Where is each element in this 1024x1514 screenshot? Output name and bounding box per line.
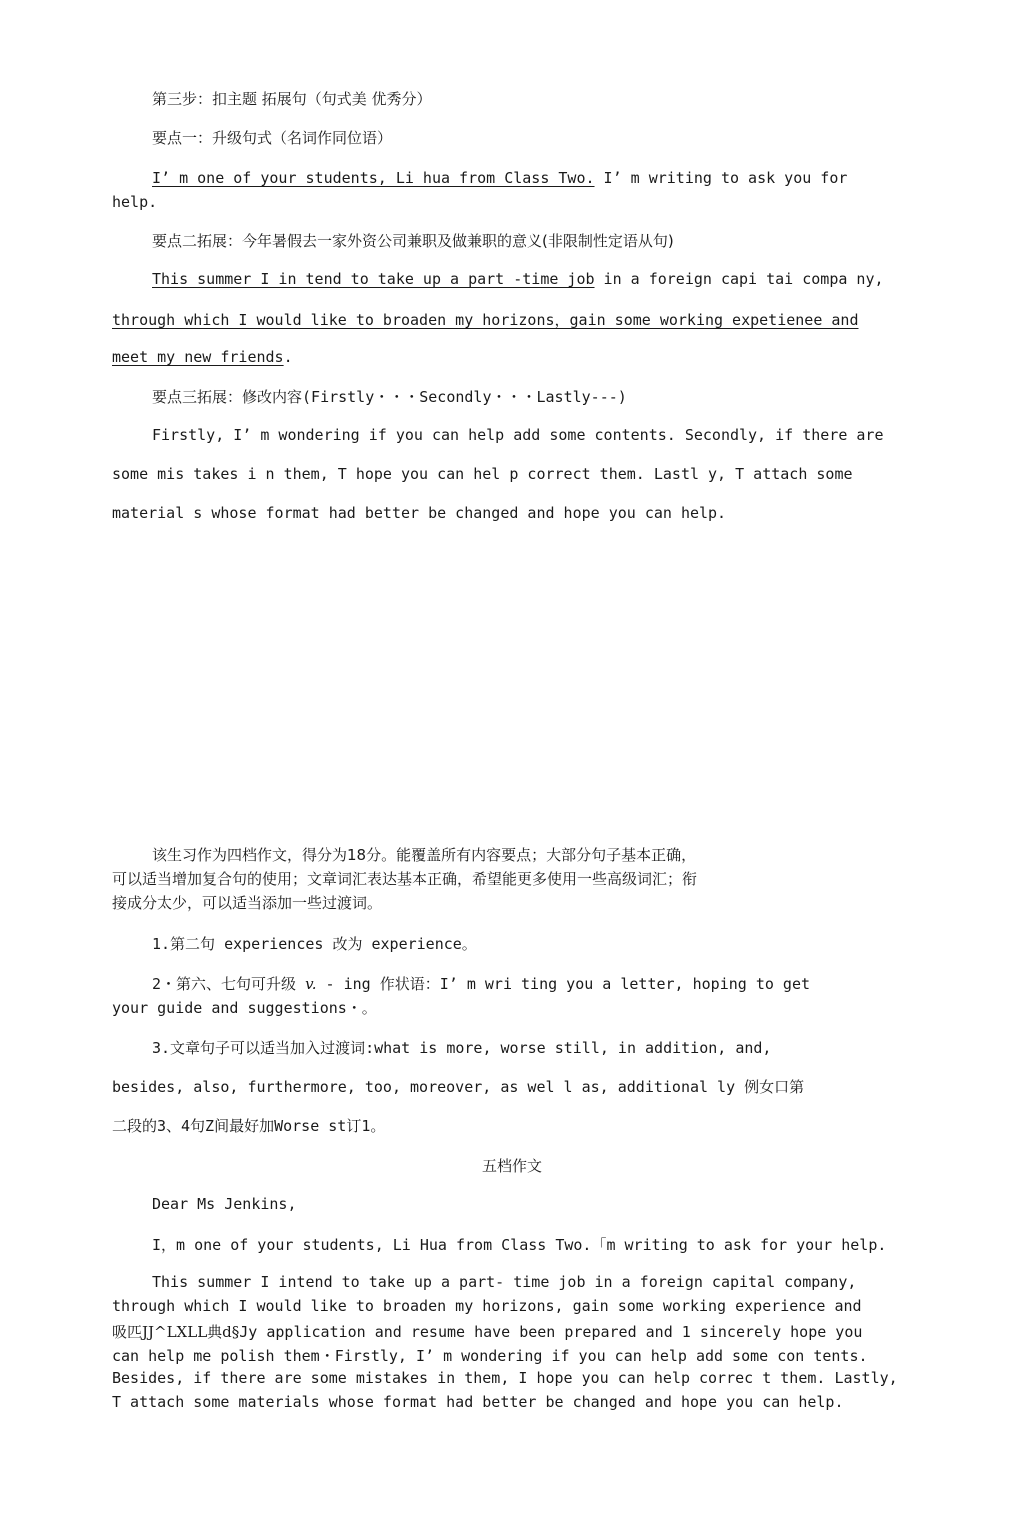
point1-example-cont: help. (112, 193, 158, 211)
comment-item3: 3.文章句子可以适当加入过渡词:what is more, worse still, in addition, and, (152, 1039, 772, 1057)
point1-heading: 要点一：升级句式（名词作同位语） (152, 129, 393, 147)
essay-p2-line5: Besides, if there are some mistakes in them, I hope you can help correc t them. Lastly, (112, 1369, 898, 1387)
essay-p2-line4: can help me polish them・Firstly, I’ m wondering if you can help add some con tents. (112, 1347, 868, 1365)
plain-text: Jy application and resume have been prepared and 1 sincerely hope you (239, 1323, 863, 1341)
essay-p2-line2: through which I would like to broaden my horizons, gain some working experience and (112, 1297, 862, 1315)
comment-line3: 接成分太少，可以适当添加一些过渡词。 (112, 894, 383, 912)
item2-prefix: 2・第六、七句可升级 (152, 975, 306, 993)
comment-item2 (152, 973, 810, 994)
plain-text: in a foreign capi tai compa ny, (594, 270, 884, 288)
point2-example-line2: through which I would like to broaden my horizons，gain some working expetienee and (112, 311, 859, 329)
essay-p2-line1: This summer I intend to take up a part- time job in a foreign capital company, (152, 1273, 857, 1291)
point2-example (152, 270, 884, 288)
essay-p2-line3 (112, 1321, 862, 1342)
comment-line2: 可以适当增加复合句的使用；文章词汇表达基本正确，希望能更多使用一些高级词汇；衔 (112, 870, 698, 888)
essay-heading: 五档作文 (481, 1157, 542, 1175)
comment-item1: 1.第二句 experiences 改为 experience。 (152, 935, 477, 953)
underlined-text: This summer I in tend to take up a part -time job (152, 270, 595, 288)
item2-verb-abbrev: v. (305, 975, 317, 993)
point3-example-line1: Firstly, I’ m wondering if you can help add some contents. Secondly, if there are (152, 426, 884, 444)
point1-example (152, 169, 847, 187)
underlined-text: meet my new friends (112, 348, 284, 366)
comment-item2-cont: your guide and suggestions・。 (112, 999, 377, 1017)
item2-rest: - ing 作状语：I’ m wri ting you a letter, hoping to get (316, 975, 811, 993)
essay-salutation: Dear Ms Jenkins, (152, 1195, 297, 1213)
point2-example-line3 (112, 348, 293, 366)
step3-heading: 第三步：扣主题 拓展句（句式美 优秀分） (152, 90, 432, 108)
point3-example-line3: material s whose format had better be changed and hope you can help. (112, 504, 727, 522)
essay-p2-line6: T attach some materials whose format had better be changed and hope you can help. (112, 1393, 844, 1411)
comment-line1: 该生习作为四档作文，得分为18分。能覆盖所有内容要点；大部分句子基本正确， (152, 846, 697, 864)
underlined-text: I’ m one of your students, Li hua from Class Two. (152, 169, 595, 187)
point3-heading: 要点三拓展：修改内容(Firstly・・・Secondly・・・Lastly---) (152, 388, 627, 406)
point3-example-line2: some mis takes i n them, T hope you can hel p correct them. Lastl y, T attach some (112, 465, 853, 483)
plain-text: I’ m writing to ask you for (594, 169, 848, 187)
plain-text: . (283, 348, 293, 366)
comment-item3-line3: 二段的3、4句Z间最好加Worse st订1。 (112, 1117, 386, 1135)
comment-item3-line2: besides, also, furthermore, too, moreover, as wel l as, additional ly 例女口第 (112, 1078, 805, 1096)
garbled-text: 吸匹JJ^LXLL典d§ (112, 1323, 240, 1341)
point2-heading: 要点二拓展：今年暑假去一家外资公司兼职及做兼职的意义(非限制性定语从句) (152, 232, 674, 250)
essay-paragraph1: I，m one of your students, Li Hua from Class Two.「m writing to ask for your help. (152, 1236, 887, 1254)
